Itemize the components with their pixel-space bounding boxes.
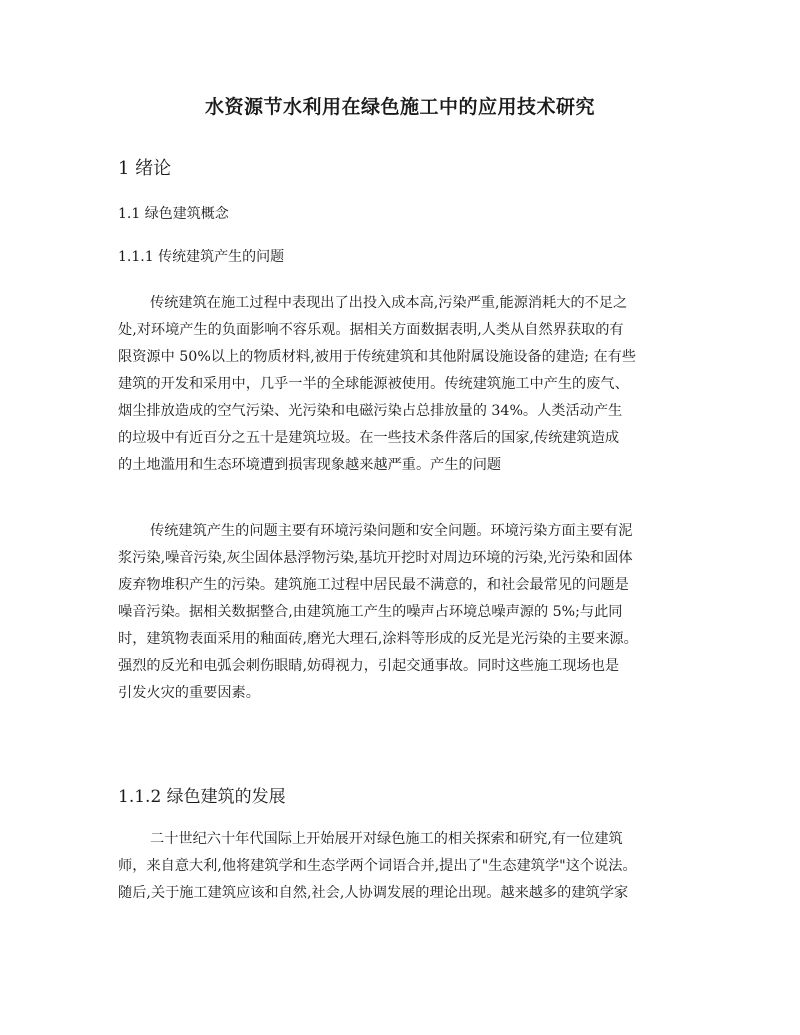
paragraph-line: 限资源中 50%以上的物质材料,被用于传统建筑和其他附属设施设备的建造; 在有些 <box>118 349 637 365</box>
paragraph-line: 时，建筑物表面采用的釉面砖,磨光大理石,涂料等形成的反光是光污染的主要来源。 <box>118 631 638 647</box>
paragraph-line: 随后,关于施工建筑应该和自然,社会,人协调发展的理论出现。越来越多的建筑学家 <box>118 885 629 901</box>
document-title: 水资源节水利用在绿色施工中的应用技术研究 <box>204 96 595 118</box>
paragraph-line: 传统建筑在施工过程中表现出了出投入成本高,污染严重,能源消耗大的不足之 <box>150 295 628 311</box>
paragraph-traditional-building-issues <box>118 290 636 479</box>
paragraph-line: 烟尘排放造成的空气污染、光污染和电磁污染占总排放量的 34%。人类活动产生 <box>118 403 623 419</box>
paragraph-line: 传统建筑产生的问题主要有环境污染问题和安全问题。环境污染方面主要有泥 <box>150 523 633 539</box>
paragraph-line: 引发火灾的重要因素。 <box>118 685 260 701</box>
paragraph-line: 师，来自意大利,他将建筑学和生态学两个词语合并,提出了"生态建筑学"这个说法。 <box>118 858 637 874</box>
section-heading-1-1-1: 1.1.1 传统建筑产生的问题 <box>118 249 285 265</box>
paragraph-line: 废弃物堆积产生的污染。建筑施工过程中居民最不满意的，和社会最常见的问题是 <box>118 577 629 593</box>
paragraph-line: 噪音污染。据相关数据整合,由建筑施工产生的噪声占环境总噪声源的 5%;与此同 <box>118 604 623 620</box>
paragraph-line: 浆污染,噪音污染,灰尘固体悬浮物污染,基坑开挖时对周边环境的污染,光污染和固体 <box>118 550 633 566</box>
section-heading-1: 1 绪论 <box>118 158 172 179</box>
paragraph-line: 强烈的反光和电弧会刺伤眼睛,妨碍视力，引起交通事故。同时这些施工现场也是 <box>118 658 620 674</box>
paragraph-line: 的垃圾中有近百分之五十是建筑垃圾。在一些技术条件落后的国家,传统建筑造成 <box>118 430 620 446</box>
section-heading-1-1-2: 1.1.2 绿色建筑的发展 <box>118 787 286 807</box>
paragraph-line: 处,对环境产生的负面影响不容乐观。据相关方面数据表明,人类从自然界获取的有 <box>118 322 624 338</box>
section-heading-1-1: 1.1 绿色建筑概念 <box>118 206 229 222</box>
paragraph-green-building-development <box>118 826 637 907</box>
paragraph-line: 的土地滥用和生态环境遭到损害现象越来越严重。产生的问题 <box>118 457 502 473</box>
paragraph-line: 二十世纪六十年代国际上开始展开对绿色施工的相关探索和研究,有一位建筑 <box>150 831 623 847</box>
paragraph-pollution-issues <box>118 518 638 707</box>
paragraph-line: 建筑的开发和采用中，几乎一半的全球能源被使用。传统建筑施工中产生的废气、 <box>118 376 629 392</box>
